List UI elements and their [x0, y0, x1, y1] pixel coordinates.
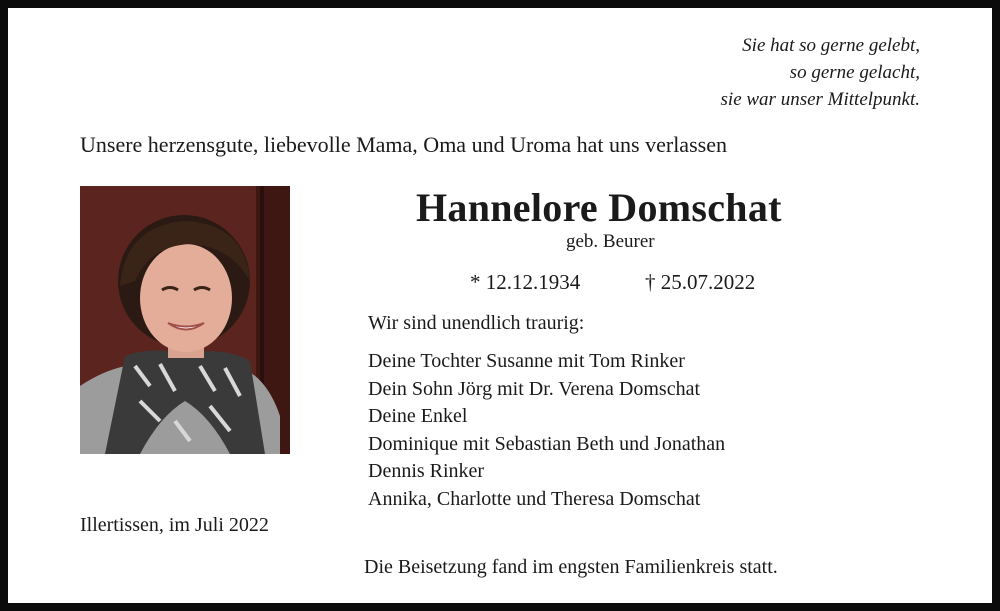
birth-name: geb. Beurer: [566, 231, 655, 252]
mourner-line: Deine Tochter Susanne mit Tom Rinker: [368, 350, 685, 372]
birth-date: * 12.12.1934: [470, 270, 581, 294]
mourner-line: Deine Enkel: [368, 405, 468, 427]
mourner-line: Dominique mit Sebastian Beth und Jonathan: [368, 432, 726, 455]
mourner-line: Dein Sohn Jörg mit Dr. Verena Domschat: [368, 377, 701, 400]
motto-line: Sie hat so gerne gelebt,: [742, 35, 920, 56]
place-and-date: Illertissen, im Juli 2022: [80, 514, 269, 536]
motto-line: sie war unser Mittelpunkt.: [720, 89, 920, 110]
death-date: † 25.07.2022: [645, 270, 756, 294]
mourners-list: [368, 348, 725, 513]
mourner-line: Dennis Rinker: [368, 460, 485, 482]
deceased-name: Hannelore Domschat: [416, 185, 782, 230]
funeral-note: Die Beisetzung fand im engsten Familienkreis statt.: [364, 556, 778, 578]
portrait-photo: [80, 186, 290, 454]
mourner-line: Annika, Charlotte und Theresa Domschat: [368, 487, 701, 510]
grief-statement: Wir sind unendlich traurig:: [368, 312, 585, 334]
intro-text: Unsere herzensgute, liebevolle Mama, Oma und Uroma hat uns verlassen: [80, 132, 727, 157]
motto-line: so gerne gelacht,: [789, 62, 920, 83]
motto-verse: [721, 32, 920, 113]
